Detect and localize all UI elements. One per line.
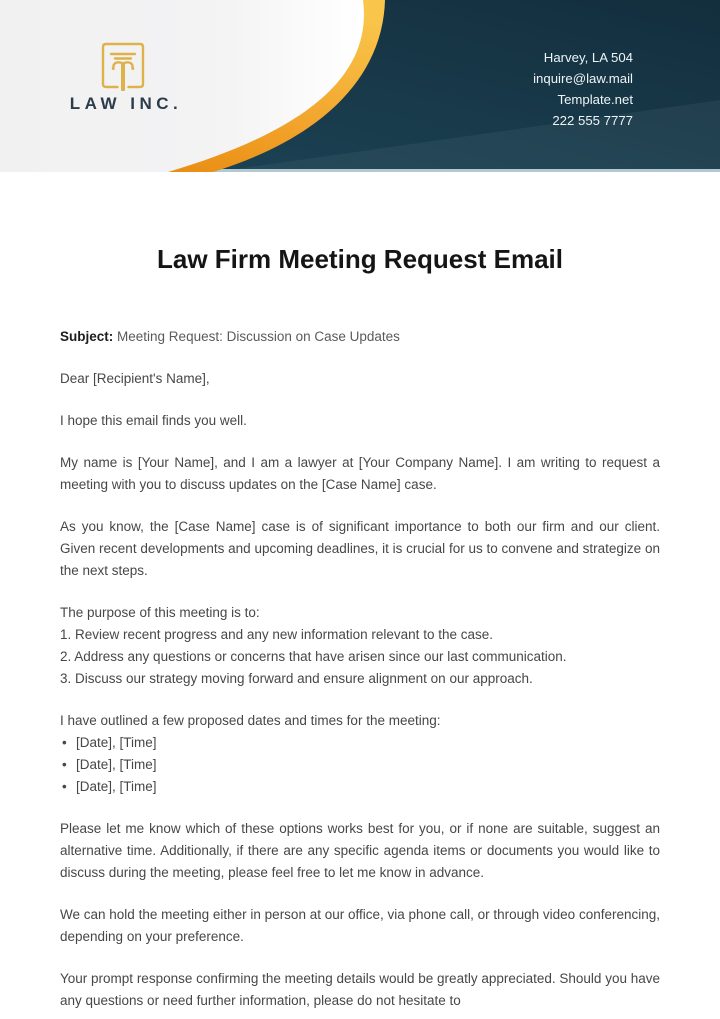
document-body: [0, 172, 720, 1012]
contact-address: Harvey, LA 504: [543, 50, 633, 65]
purpose-item: 2. Address any questions or concerns that have arisen since our last communication.: [60, 649, 567, 664]
dates-intro: I have outlined a few proposed dates and times for the meeting:: [60, 713, 441, 728]
bullet-icon: •: [62, 779, 67, 794]
header-banner: [0, 0, 720, 172]
subject-line: [60, 326, 660, 348]
paragraph-meeting-format: We can hold the meeting either in person at our office, via phone call, or through video conferencing, depending on your preference.: [60, 907, 660, 944]
contact-email: inquire@law.mail: [533, 71, 633, 86]
date-option: [60, 732, 660, 754]
header-divider-line: [150, 169, 720, 172]
paragraph-closing: Your prompt response confirming the meeting details would be greatly appreciated. Should you have any questions or need further information, please do not hesitate to: [60, 971, 660, 1008]
bullet-icon: •: [62, 757, 67, 772]
date-option-text: [Date], [Time]: [76, 757, 157, 772]
proposed-dates-section: [60, 710, 660, 798]
purpose-item: 1. Review recent progress and any new information relevant to the case.: [60, 627, 493, 642]
date-option-text: [Date], [Time]: [76, 735, 157, 750]
document-title: Law Firm Meeting Request Email: [157, 244, 563, 274]
purpose-intro: The purpose of this meeting is to:: [60, 605, 260, 620]
bullet-icon: •: [62, 735, 67, 750]
date-option-text: [Date], [Time]: [76, 779, 157, 794]
date-option: [60, 754, 660, 776]
paragraph-scheduling-options: Please let me know which of these options works best for you, or if none are suitable, suggest an alternative time. Additionally, if there are any specific agenda items or documents you would like to discuss during the meeting, please feel free to let me know in advance.: [60, 821, 660, 880]
contact-phone: 222 555 7777: [552, 113, 633, 128]
purpose-section: [60, 602, 660, 690]
paragraph-opening: I hope this email finds you well.: [60, 413, 247, 428]
date-option: [60, 776, 660, 798]
contact-block: [533, 47, 633, 131]
paragraph-introduction: My name is [Your Name], and I am a lawyer at [Your Company Name]. I am writing to request a meeting with you to discuss updates on the [Case Name] case.: [60, 455, 660, 492]
purpose-item: 3. Discuss our strategy moving forward and ensure alignment on our approach.: [60, 671, 533, 686]
pillar-logo-icon: [100, 41, 146, 93]
subject-text: Meeting Request: Discussion on Case Updates: [117, 329, 400, 344]
contact-website: Template.net: [557, 92, 633, 107]
paragraph-case-importance: As you know, the [Case Name] case is of significant importance to both our firm and our client. Given recent developments and upcoming deadlines, it is crucial for us to convene and strategize on the next steps.: [60, 519, 660, 578]
subject-label: Subject:: [60, 329, 114, 344]
company-name: LAW INC.: [69, 94, 183, 113]
greeting: Dear [Recipient's Name],: [60, 371, 210, 386]
